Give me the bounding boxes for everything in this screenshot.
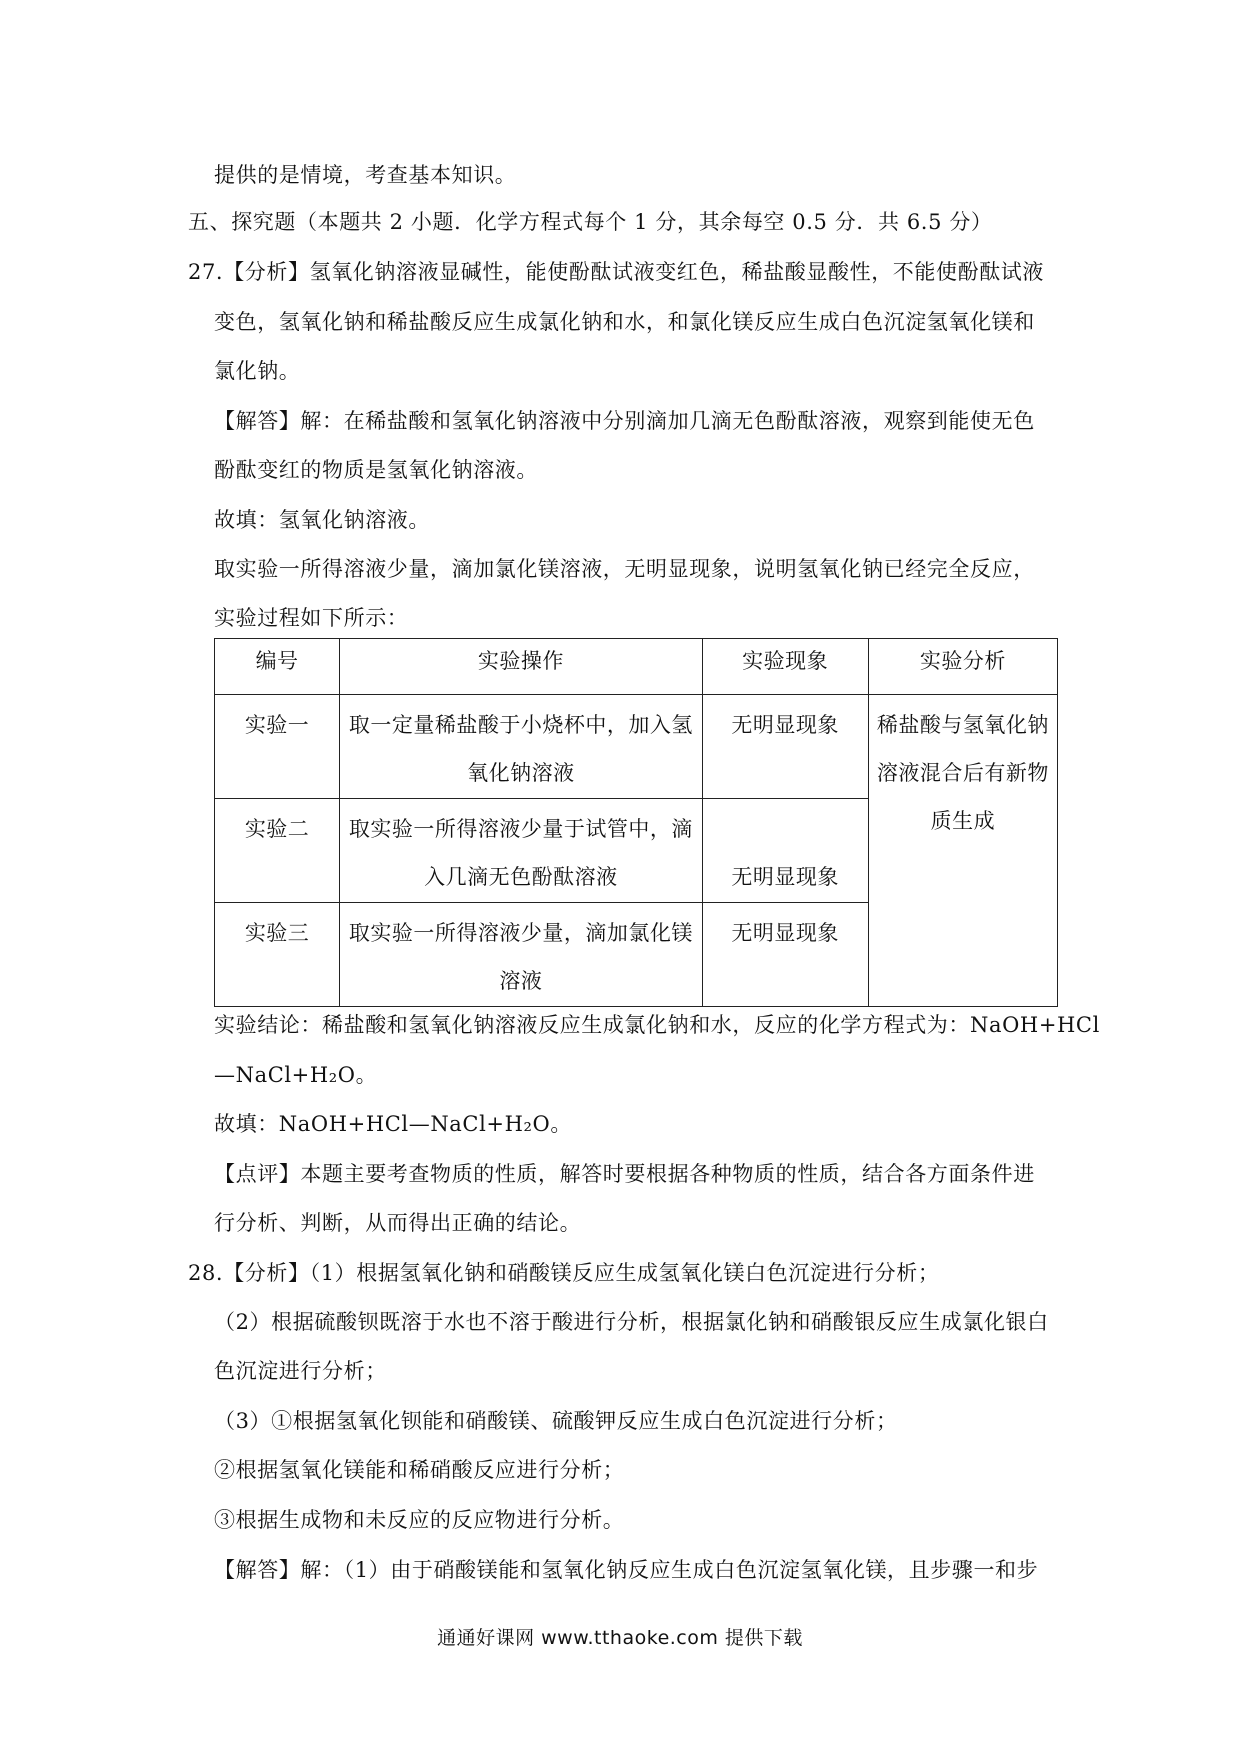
table-header: 实验现象 (702, 639, 868, 695)
text-line: ③根据生成物和未反应的反应物进行分析。 (214, 1508, 625, 1532)
table-cell: 实验二 (215, 799, 340, 903)
text-line: 行分析、判断，从而得出正确的结论。 (214, 1211, 582, 1235)
text-line: 取实验一所得溶液少量，滴加氯化镁溶液，无明显现象，说明氢氧化钠已经完全反应， (214, 557, 1035, 581)
text-line: 氯化钠。 (214, 359, 301, 383)
answer-line: 【解答】解：在稀盐酸和氢氧化钠溶液中分别滴加几滴无色酚酞溶液，观察到能使无色 (214, 409, 1035, 433)
text-line: 色沉淀进行分析； (214, 1359, 387, 1383)
comment-line: 【点评】本题主要考查物质的性质，解答时要根据各种物质的性质，结合各方面条件进 (214, 1162, 1035, 1186)
text-line: ②根据氢氧化镁能和稀硝酸反应进行分析； (214, 1458, 625, 1482)
table-cell: 无明显现象 (702, 695, 868, 799)
text-line: 酚酞变红的物质是氢氧化钠溶液。 (214, 458, 538, 482)
question-27-analysis: 27.【分析】氢氧化钠溶液显碱性，能使酚酞试液变红色，稀盐酸显酸性，不能使酚酞试液 (188, 260, 1044, 284)
table-header: 实验操作 (340, 639, 702, 695)
page-footer: 通通好课网 www.tthaoke.com 提供下载 (437, 1627, 803, 1649)
text-line: 实验过程如下所示： (214, 606, 409, 630)
question-28-analysis: 28.【分析】（1）根据氢氧化钠和硝酸镁反应生成氢氧化镁白色沉淀进行分析； (188, 1261, 940, 1285)
table-header: 实验分析 (868, 639, 1057, 695)
text-line: 变色，氢氧化钠和稀盐酸反应生成氯化钠和水，和氯化镁反应生成白色沉淀氢氧化镁和 (214, 310, 1035, 334)
table-cell: 取一定量稀盐酸于小烧杯中，加入氢 氧化钠溶液 (340, 695, 702, 799)
experiment-table (214, 638, 1058, 1007)
table-cell: 取实验一所得溶液少量于试管中，滴 入几滴无色酚酞溶液 (340, 799, 702, 903)
text-line: 提供的是情境，考查基本知识。 (214, 163, 517, 187)
table-cell: 实验一 (215, 695, 340, 799)
table-cell: 取实验一所得溶液少量，滴加氯化镁 溶液 (340, 903, 702, 1007)
table-cell: 无明显现象 (702, 799, 868, 903)
text-line: （3）①根据氢氧化钡能和硝酸镁、硫酸钾反应生成白色沉淀进行分析； (214, 1409, 898, 1433)
table-cell: 实验三 (215, 903, 340, 1007)
conclusion-line: 实验结论：稀盐酸和氢氧化钠溶液反应生成氯化钠和水，反应的化学方程式为：NaOH+HCl (214, 1013, 1100, 1037)
answer-line: 【解答】解：（1）由于硝酸镁能和氢氧化钠反应生成白色沉淀氢氧化镁，且步骤一和步 (214, 1558, 1039, 1582)
analysis-cell: 稀盐酸与氢氧化钠 溶液混合后有新物 质生成 (868, 695, 1057, 1007)
text-line: 故填：NaOH+HCl—NaCl+H₂O。 (214, 1112, 572, 1136)
text-line: 故填：氢氧化钠溶液。 (214, 508, 430, 532)
table-cell: 无明显现象 (702, 903, 868, 1007)
table-header: 编号 (215, 639, 340, 695)
table-row (215, 695, 1058, 799)
equation-line: —NaCl+H₂O。 (214, 1063, 378, 1087)
section-heading: 五、探究题（本题共 2 小题．化学方程式每个 1 分，其余每空 0.5 分．共 6.5 分） (188, 210, 993, 234)
text-line: （2）根据硫酸钡既溶于水也不溶于酸进行分析，根据氯化钠和硝酸银反应生成氯化银白 (214, 1310, 1049, 1334)
